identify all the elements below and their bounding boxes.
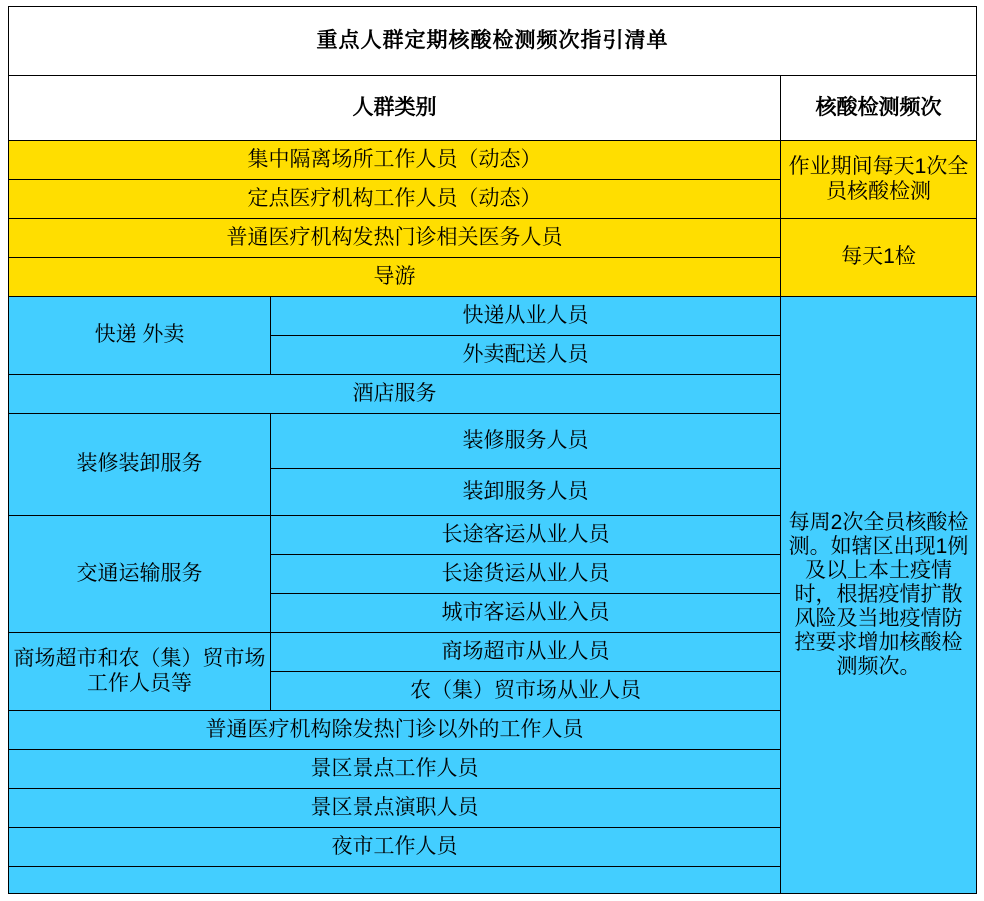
category-cell: 装修服务人员	[271, 414, 781, 469]
table-row	[9, 219, 977, 258]
category-group-express: 快递 外卖	[9, 297, 271, 375]
category-cell: 普通医疗机构发热门诊相关医务人员	[9, 219, 781, 258]
document-title: 重点人群定期核酸检测频次指引清单	[9, 7, 977, 76]
frequency-cell-cyan: 每周2次全员核酸检测。如辖区出现1例及以上本土疫情时，根据疫情扩散风险及当地疫情防控要求增加核酸检测频次。	[781, 297, 977, 894]
frequency-cell-yellow-2: 每天1检	[781, 219, 977, 297]
category-cell: 景区景点工作人员	[9, 750, 781, 789]
category-cell: 快递从业人员	[271, 297, 781, 336]
column-header-frequency: 核酸检测频次	[781, 76, 977, 141]
category-group-decoration: 装修装卸服务	[9, 414, 271, 516]
category-cell: 定点医疗机构工作人员（动态）	[9, 180, 781, 219]
category-cell: 城市客运从业入员	[271, 594, 781, 633]
category-cell: 农（集）贸市场从业人员	[271, 672, 781, 711]
category-cell: 夜市工作人员	[9, 828, 781, 867]
category-cell: 长途货运从业人员	[271, 555, 781, 594]
category-cell: 普通医疗机构除发热门诊以外的工作人员	[9, 711, 781, 750]
category-group-transport: 交通运输服务	[9, 516, 271, 633]
category-cell: 长途客运从业人员	[271, 516, 781, 555]
category-cell: 装卸服务人员	[271, 469, 781, 516]
table-row	[9, 141, 977, 180]
category-cell: 导游	[9, 258, 781, 297]
table-row-header	[9, 76, 977, 141]
category-cell: 外卖配送人员	[271, 336, 781, 375]
nucleic-acid-testing-guide-table	[8, 6, 977, 894]
column-header-category: 人群类别	[9, 76, 781, 141]
table-row	[9, 297, 977, 336]
category-group-market: 商场超市和农（集）贸市场工作人员等	[9, 633, 271, 711]
category-cell: 酒店服务	[9, 375, 781, 414]
category-cell: 景区景点演职人员	[9, 789, 781, 828]
category-cell: 集中隔离场所工作人员（动态）	[9, 141, 781, 180]
category-cell-empty	[9, 867, 781, 894]
table-row-title	[9, 7, 977, 76]
category-cell: 商场超市从业人员	[271, 633, 781, 672]
frequency-cell-yellow-1: 作业期间每天1次全员核酸检测	[781, 141, 977, 219]
